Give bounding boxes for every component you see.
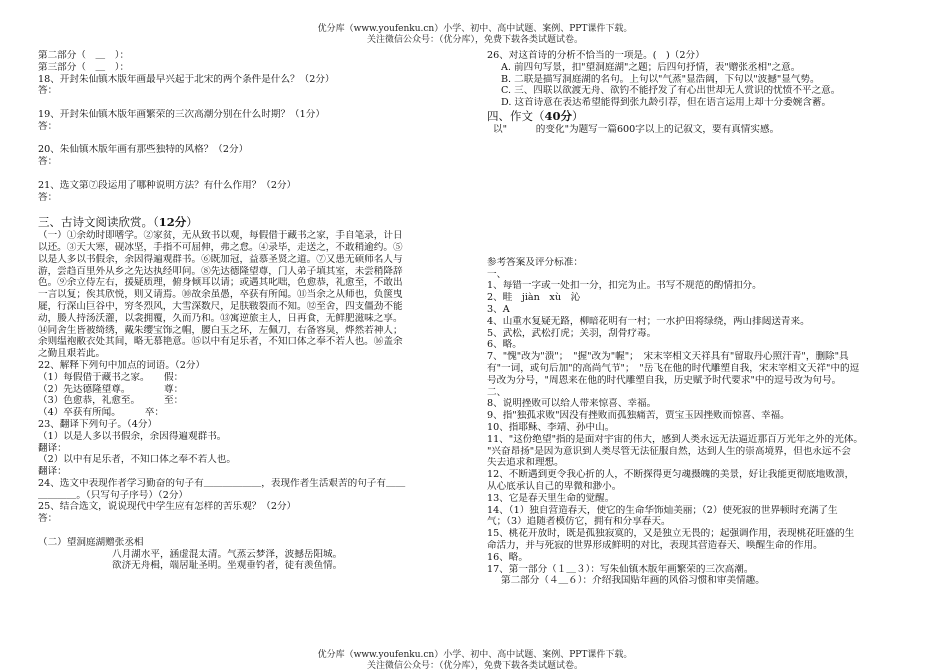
- answer-17-line-1: 17、第一部分（１＿３）：写朱仙镇木版年画繁荣的三次高潮。: [487, 563, 754, 575]
- question-22-4: （4）卒获有所闻。 卒：: [38, 407, 165, 419]
- question-26: 26、对这首诗的分析不恰当的一项是。( )（2分）: [487, 50, 705, 61]
- section-4-score: 40分: [544, 108, 573, 123]
- question-21: 21、选文第⑦段运用了哪种说明方法？有什么作用？（2分）: [38, 179, 297, 191]
- question-22-2: （2）先达德隆望尊。 尊：: [38, 383, 184, 395]
- passage-line-4: 游，尝趋百里外从乡之先达执经叩问。⑧先达德隆望尊，门人弟子填其室，未尝稍降辞: [38, 265, 403, 277]
- page-footer: [0, 650, 950, 672]
- passage-line-3: 以是人多以书假余，余因得遍观群书。⑥既加冠，益慕圣贤之道。⑦又患无硕师名人与: [38, 253, 403, 265]
- question-19: 19、开封朱仙镇木版年画繁荣的三次高潮分别在什么时期？（1分）: [38, 108, 325, 120]
- answer-10: 10、指耶稣、李靖、孙中山。: [487, 421, 615, 433]
- answer-6: 6、略。: [487, 339, 522, 351]
- passage-line-2: 以还。③天大寒，砚冰坚，手指不可屈伸，弗之怠。④录毕，走送之，不敢稍逾约。⑤: [38, 241, 403, 253]
- question-22: 22、解释下列句中加点的词语。（2分）: [38, 359, 206, 371]
- poem-line-2: 欲济无舟楫，端居耻圣明。坐观垂钓者，徒有羡鱼情。: [112, 560, 343, 572]
- section-4-title: 四、作文（40分）: [487, 108, 584, 123]
- answer-12-line-1: 12、不断遇到更令我心折的人，不断探得更匀魂摄魄的美景，好让我能更彻底地败溃，: [487, 469, 855, 481]
- option-a: A. 前四句写景，扣"望洞庭湖"之题；后四句抒情，表"赠张丞相"之意。: [501, 61, 801, 73]
- right-column: [487, 50, 912, 587]
- answer-25: 答：: [38, 513, 58, 525]
- question-23-2: （2）以中有足乐者，不知口体之奉不若人也。: [38, 454, 236, 466]
- question-18: 18、开封朱仙镇木版年画最早兴起于北宋的两个条件是什么？（2分）: [38, 73, 335, 85]
- answer-15-line-1: 15、桃花开放时，既是孤独寂寞的，又是独立无畏的；起强调作用，表现桃花旺盛的生: [487, 528, 855, 540]
- answer-21: 答：: [38, 191, 58, 203]
- header-line-2: 关注微信公众号：（优分库），免费下载各类试题试卷。: [366, 35, 583, 45]
- question-25: 25、结合选文，说说现代中学生应有怎样的苦乐观？（2分）: [38, 501, 297, 513]
- passage-line-5: 色。⑨余立侍左右，援疑质理，俯身倾耳以请；或遇其叱咄，色愈恭，礼愈至，不敢出: [38, 277, 403, 289]
- passage-line-1: （一）①余幼时即嗜学。②家贫，无从致书以观，每假借于藏书之家，手自笔录，计日: [38, 230, 403, 242]
- option-d: D. 这首诗意在表达希望能得到张九龄引荐，但在语言运用上却十分委婉含蓄。: [501, 97, 832, 109]
- question-23-2-answer: 翻译：: [38, 466, 67, 478]
- answer-13: 13、它是春天里生命的觉醒。: [487, 492, 615, 504]
- answer-12-line-2: 从心底承认自己的卑微和渺小。: [487, 480, 622, 492]
- passage-line-7: 屣，行深山巨谷中，穷冬烈风，大雪深数尺，足肤皲裂而不知。⑫至舍，四支僵劲不能: [38, 300, 403, 312]
- answer-5: 5、武松，武松打虎；关羽，刮骨疗毒。: [487, 327, 657, 339]
- part2-blank: 第二部分（ ＿ ）：: [38, 50, 130, 61]
- answer-1: 1、每错一字或一处扣一分，扣完为止。书写不规范的酌情扣分。: [487, 280, 762, 292]
- answer-8: 8、说明挫败可以给人带来惊喜、幸福。: [487, 398, 657, 410]
- answer-4: 4、山重水复疑无路，柳暗花明有一村；一水护田将绿绕，两山排闼送青来。: [487, 315, 810, 327]
- option-b: B. 二联是描写洞庭湖的名句。上句以"气蒸"显浩阔，下句以"波撼"显气势。: [501, 73, 820, 85]
- answer-14-line-1: 14、（1）独自营造春天，使它的生命华饰灿美丽；（2）使死寂的世界顿时充满了生: [487, 504, 838, 516]
- passage-line-9: ⑭同舍生皆被绮绣，戴朱缨宝饰之帽，腰白玉之环，左佩刀，右备容臭，烨然若神人；: [38, 324, 403, 336]
- answer-17-line-2: 第二部分（４＿６）：介绍我国贴年画的风俗习惯和审美情趣。: [501, 575, 765, 587]
- question-24: 24、选文中表现作者学习勤奋的句子有＿＿＿＿＿＿，表现作者生活艰苦的句子有＿＿: [38, 477, 406, 489]
- left-column: [38, 50, 458, 572]
- question-20: 20、朱仙镇木版年画有那些独特的风格？（2分）: [38, 144, 249, 156]
- answer-7-line-2: 有"一词，或句后加"的高尚气节"； "岳飞在他的时代雕塑自我，宋末宰相文天祥"中的逗: [487, 362, 860, 374]
- section-3-title: 三、古诗文阅读欣赏。（12分）: [38, 215, 198, 230]
- question-24-cont: ＿＿＿＿。（只写句子序号）（2分）: [38, 489, 189, 501]
- answer-7-line-3: 号改为分号，"周恩来在他的时代雕塑自我，历史赋予时代要求"中的逗号改为句号。: [487, 374, 842, 386]
- option-c: C. 三、四联以欲渡无舟、欲钓不能抒发了有心出世却无人赏识的忧愤不平之意。: [501, 85, 841, 97]
- question-22-1: （1）每假借于藏书之家。 假：: [38, 371, 184, 383]
- passage-line-6: 一言以复；俟其欣悦，则又请焉。⑩故余虽愚，卒获有所闻。⑪当余之从师也，负箧曳: [38, 289, 403, 301]
- answer-7-line-1: 7、"愧"改为"溃"； "握"改为"幄"； 宋末宰相文天祥具有"留取丹心照汗青"，删除"具: [487, 351, 849, 363]
- question-22-3: （3）色愈恭，礼愈至。 至：: [38, 395, 184, 407]
- question-23: 23、翻译下列句子。（4分）: [38, 418, 158, 430]
- answer-19: 答：: [38, 120, 58, 132]
- answer-key-title: 参考答案及评分标准：: [487, 256, 583, 268]
- answer-14-line-2: 气；（3）追随者模仿它，拥有和分享春天。: [487, 516, 671, 528]
- question-23-1: （1）以是人多以书假余，余因得遍观群书。: [38, 430, 227, 442]
- answer-16: 16、略。: [487, 551, 528, 563]
- answer-18: 答：: [38, 85, 58, 97]
- answer-20: 答：: [38, 156, 58, 168]
- page-header: [0, 24, 950, 46]
- answer-9: 9、指"独孤求败"因没有挫败而孤独痛苦，贾宝玉因挫败而惊喜、幸福。: [487, 410, 790, 422]
- answer-11-line-3: 失去追求和理想。: [487, 457, 564, 469]
- passage-line-11: 之勤且艰若此。: [38, 348, 106, 360]
- footer-line-1: 优分库（www.youfenku.cn）小学、初中、高中试题、案例、PPT课件下载。: [317, 650, 633, 660]
- footer-line-2: 关注微信公众号：（优分库），免费下载各类试题试卷。: [366, 661, 583, 671]
- essay-prompt: 以" 的变化"为题写一篇600字以上的记叙文，要有真情实感。: [493, 123, 780, 135]
- answer-11-line-2: "兴奋昂扬"是因为意识到人类尽管无法征服自然，达到人生的崇高境界，但也永远不会: [487, 445, 851, 457]
- answer-2: 2、畦 jiàn xù 沁: [487, 292, 581, 304]
- part3-blank: 第三部分（ ＿ ）：: [38, 61, 130, 73]
- poem-line-1: 八月湖水平，涵虚混太清。气蒸云梦泽，波撼岳阳城。: [112, 548, 343, 560]
- question-23-1-answer: 翻译：: [38, 442, 67, 454]
- answer-15-line-2: 命活力，并与死寂的世界形成鲜明的对比，表现其营造春天、唤醒生命的作用。: [487, 539, 823, 551]
- answer-11-line-1: 11、"这份绝望"指的是面对宇宙的伟大，感到人类永远无法逼近那百万光年之外的光体。: [487, 433, 864, 445]
- answer-section-1: 一、: [487, 268, 507, 280]
- section-3-score: 12分: [158, 215, 187, 230]
- passage-line-8: 动，媵人持汤沃灌，以衾拥覆，久而乃和。⑬寓逆旅主人，日再食，无鲜肥滋味之享。: [38, 312, 403, 324]
- passage-line-10: 余则缊袍敝衣处其间，略无慕艳意。⑮以中有足乐者，不知口体之奉不若人也。⑯盖余: [38, 336, 403, 348]
- header-line-1: 优分库（www.youfenku.cn）小学、初中、高中试题、案例、PPT课件下载。: [317, 24, 633, 34]
- answer-section-2: 二、: [487, 386, 507, 398]
- poem-title: （二）望洞庭湖赠张丞相: [38, 536, 144, 548]
- answer-3: 3、A: [487, 303, 510, 315]
